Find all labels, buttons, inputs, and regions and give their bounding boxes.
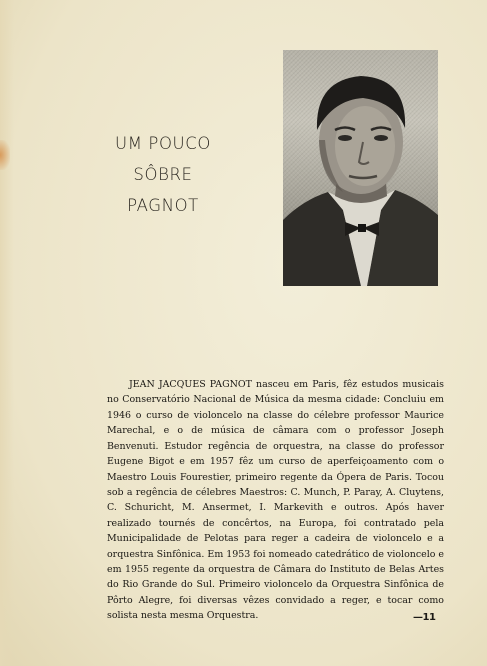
- paper-stain: [0, 140, 10, 170]
- page-edge-shadow: [0, 0, 14, 666]
- page-number: —11: [413, 612, 436, 623]
- portrait-photo: [283, 50, 438, 286]
- title-line-1: UM POUCO: [115, 134, 211, 153]
- article-body: JEAN JACQUES PAGNOT nasceu em Paris, fêz estudos musicais no Conservatório Nacional de Música da mesma cidade: Concluiu em 1946 o curso de violoncelo na classe do célebre professor Maurice Marechal, e o de música de câmara com o professor Joseph Benvenuti. Estudor regência de orquestra, na classe do professor Eugene Bigot e em 1957 fêz um curso de aperfeiçoamento com o Maestro Louis Fourestier, primeiro regente da Ópera de Paris. Tocou sob a regência de célebres Maestros: C. Munch, P. Paray, A. Cluytens, C. Schuricht, M. Ansermet, I. Markevith e outros. Após haver realizado tournés de concêrtos, na Europa, foi contratado pela Municipalidade de Pelotas para reger a cadeira de violoncelo e a orquestra Sinfônica. Em 1953 foi nomeado catedrático de violoncelo e em 1955 regente da orquestra de Câmara do Instituto de Belas Artes do Rio Grande do Sul. Primeiro violoncelo da Orquestra Sinfônica de Pôrto Alegre, foi diversas vêzes convidado a reger, e tocar como solista nesta mesma Orquestra.: [107, 379, 444, 622]
- title-line-2: SÔBRE: [133, 165, 193, 184]
- portrait-illustration: [283, 50, 438, 286]
- title-line-3: PAGNOT: [127, 196, 199, 215]
- article-title: [108, 128, 218, 221]
